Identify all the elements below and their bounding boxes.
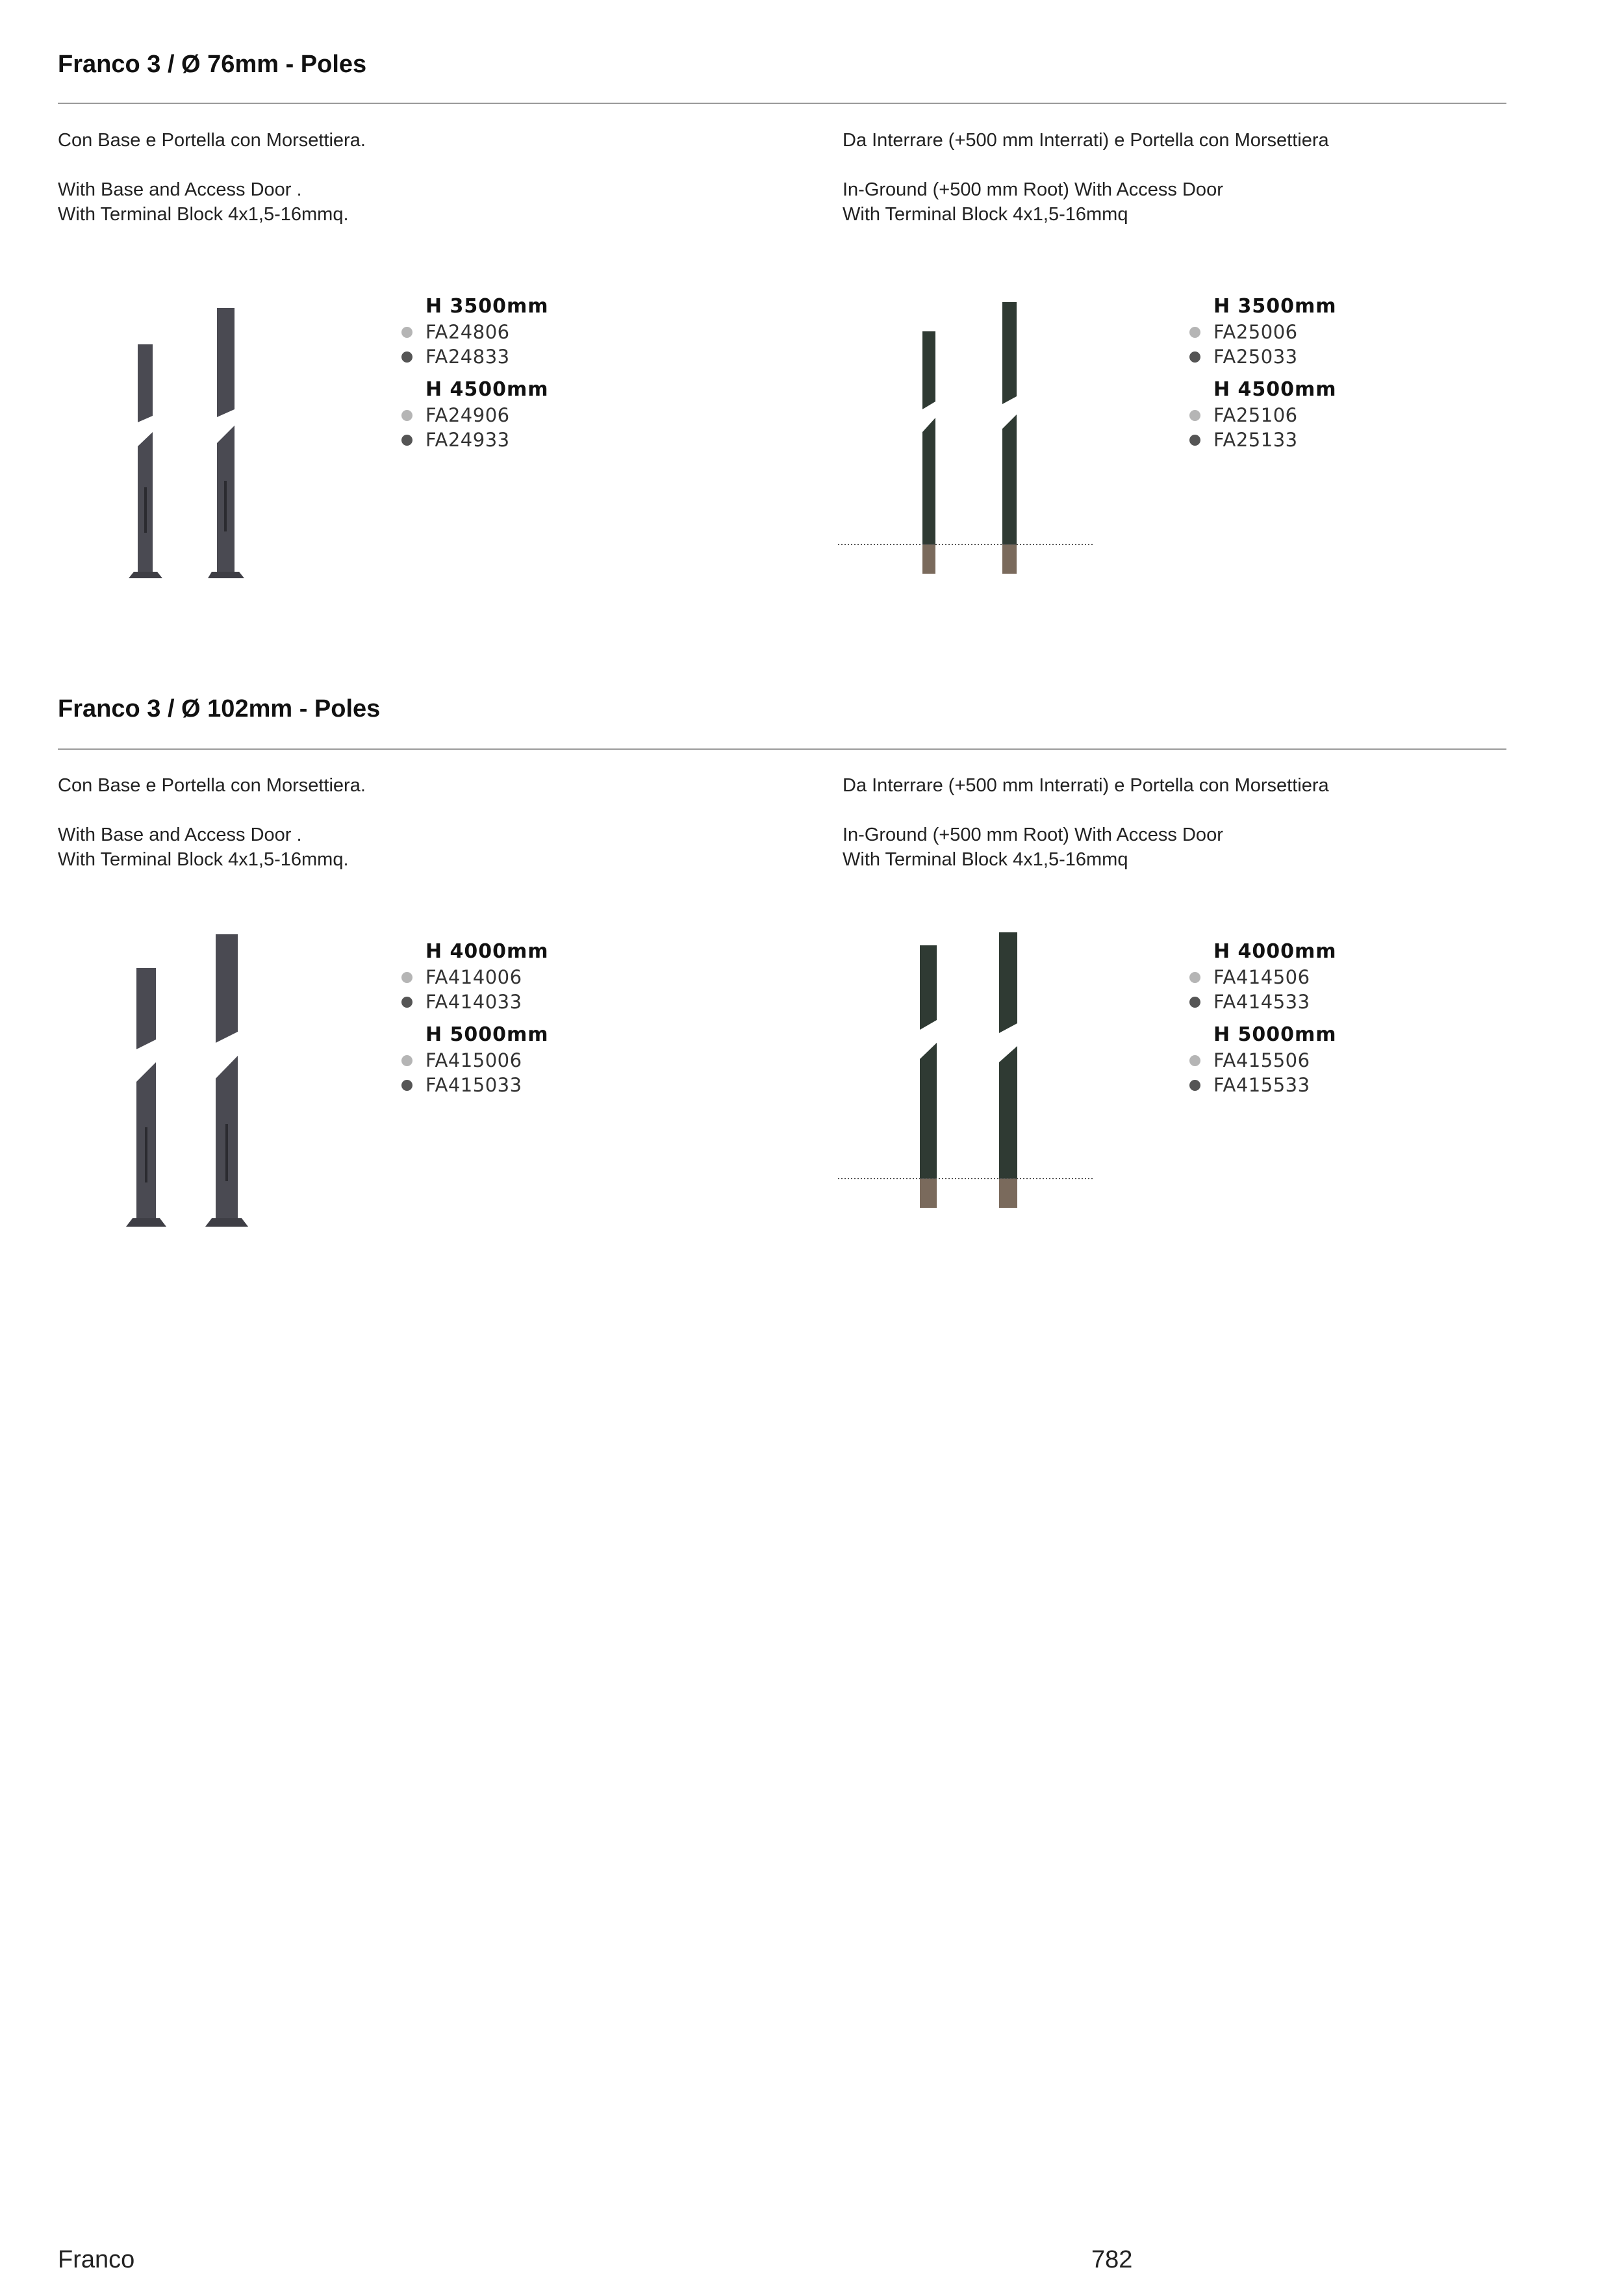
code-row: [401, 320, 549, 344]
product-code: FA415533: [1213, 1074, 1310, 1096]
product-code: FA414006: [425, 966, 522, 988]
height-group: [401, 294, 549, 369]
pole-with-base-image: [117, 929, 260, 1228]
code-row: [401, 1048, 549, 1073]
desc-line: Da Interrare (+500 mm Interrati) e Portella con Morsettiera: [843, 775, 1329, 796]
desc-line: Con Base e Portella con Morsettiera.: [58, 130, 366, 151]
pole-inground-image: [838, 929, 1098, 1215]
pole-inground-image: [838, 299, 1098, 578]
finish-dot-icon: [1189, 410, 1200, 421]
finish-dot-icon: [1189, 327, 1200, 338]
footer-brand: Franco: [58, 2246, 135, 2273]
product-code: FA414533: [1213, 991, 1310, 1013]
finish-dot-icon: [401, 997, 412, 1008]
desc-line: In-Ground (+500 mm Root) With Access Door: [843, 179, 1223, 200]
height-label: H 4500mm: [425, 378, 549, 401]
finish-dot-icon: [401, 1080, 412, 1091]
code-row: [1189, 990, 1337, 1014]
code-row: [401, 965, 549, 990]
code-list-inground: [1189, 294, 1337, 460]
desc-line: With Terminal Block 4x1,5-16mmq: [843, 204, 1128, 225]
code-row: [401, 1073, 549, 1097]
code-row: [1189, 1048, 1337, 1073]
description-base: [58, 773, 772, 872]
product-code: FA414506: [1213, 966, 1310, 988]
finish-dot-icon: [401, 1055, 412, 1066]
finish-dot-icon: [401, 327, 412, 338]
height-label: H 4000mm: [1213, 940, 1337, 963]
product-code: FA25133: [1213, 429, 1298, 451]
code-row: [401, 990, 549, 1014]
height-label: H 5000mm: [425, 1023, 549, 1046]
description-inground: [843, 128, 1557, 227]
finish-dot-icon: [1189, 997, 1200, 1008]
section-divider: [58, 103, 1506, 104]
code-row: [1189, 403, 1337, 428]
code-list-base: [401, 939, 549, 1105]
height-label: H 3500mm: [425, 295, 549, 318]
finish-dot-icon: [401, 351, 412, 363]
finish-dot-icon: [1189, 435, 1200, 446]
product-code: FA414033: [425, 991, 522, 1013]
product-code: FA415006: [425, 1049, 522, 1071]
product-code: FA24833: [425, 346, 510, 368]
product-code: FA24906: [425, 404, 510, 426]
product-code: FA24806: [425, 321, 510, 343]
product-code: FA25033: [1213, 346, 1298, 368]
product-code: FA415506: [1213, 1049, 1310, 1071]
finish-dot-icon: [401, 972, 412, 983]
desc-line: With Base and Access Door .: [58, 824, 302, 845]
code-row: [401, 403, 549, 428]
height-group: [1189, 1022, 1337, 1097]
finish-dot-icon: [1189, 1055, 1200, 1066]
section-title: Franco 3 / Ø 102mm - Poles: [58, 695, 381, 722]
code-list-inground: [1189, 939, 1337, 1105]
height-group: [1189, 939, 1337, 1014]
height-label: H 4500mm: [1213, 378, 1337, 401]
code-row: [1189, 344, 1337, 369]
code-row: [1189, 1073, 1337, 1097]
height-label: H 3500mm: [1213, 295, 1337, 318]
code-row: [1189, 965, 1337, 990]
height-label: H 4000mm: [425, 940, 549, 963]
desc-line: With Terminal Block 4x1,5-16mmq: [843, 849, 1128, 870]
pole-with-base-image: [117, 299, 260, 578]
section-title: Franco 3 / Ø 76mm - Poles: [58, 51, 367, 78]
product-code: FA25006: [1213, 321, 1298, 343]
code-row: [401, 344, 549, 369]
height-group: [1189, 377, 1337, 452]
code-row: [1189, 428, 1337, 452]
code-row: [1189, 320, 1337, 344]
desc-line: With Terminal Block 4x1,5-16mmq.: [58, 849, 349, 870]
product-code: FA24933: [425, 429, 510, 451]
height-group: [1189, 294, 1337, 369]
desc-line: Con Base e Portella con Morsettiera.: [58, 775, 366, 796]
height-label: H 5000mm: [1213, 1023, 1337, 1046]
height-group: [401, 939, 549, 1014]
finish-dot-icon: [1189, 972, 1200, 983]
description-base: [58, 128, 772, 227]
desc-line: In-Ground (+500 mm Root) With Access Door: [843, 824, 1223, 845]
product-code: FA25106: [1213, 404, 1298, 426]
section-divider: [58, 748, 1506, 750]
description-inground: [843, 773, 1557, 872]
finish-dot-icon: [401, 410, 412, 421]
height-group: [401, 1022, 549, 1097]
page-number: 782: [1091, 2246, 1133, 2273]
finish-dot-icon: [1189, 351, 1200, 363]
height-group: [401, 377, 549, 452]
desc-line: With Terminal Block 4x1,5-16mmq.: [58, 204, 349, 225]
finish-dot-icon: [1189, 1080, 1200, 1091]
product-code: FA415033: [425, 1074, 522, 1096]
code-list-base: [401, 294, 549, 460]
code-row: [401, 428, 549, 452]
desc-line: Da Interrare (+500 mm Interrati) e Portella con Morsettiera: [843, 130, 1329, 151]
desc-line: With Base and Access Door .: [58, 179, 302, 200]
finish-dot-icon: [401, 435, 412, 446]
